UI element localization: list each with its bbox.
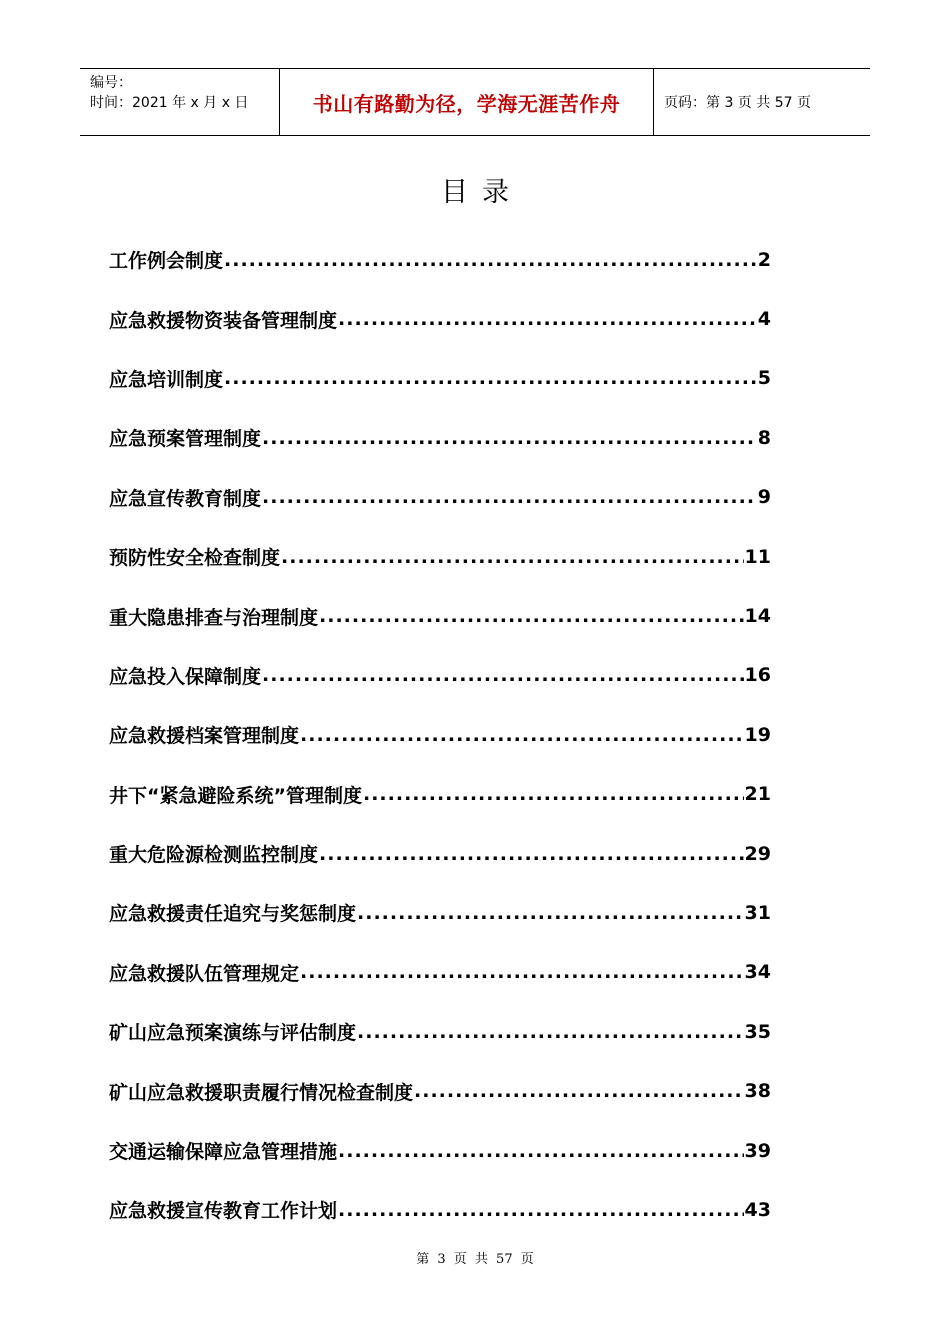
- toc-entry-label: 井下“紧急避险系统”管理制度: [109, 784, 362, 807]
- toc-leader-dots: [338, 308, 757, 330]
- doc-date-label: 时间：2021 年 x 月 x 日: [90, 95, 249, 111]
- toc-entry[interactable]: [109, 824, 771, 883]
- toc-entry-label: 重大隐患排查与治理制度: [109, 606, 319, 629]
- toc-entry[interactable]: [109, 1061, 771, 1120]
- toc-leader-dots: [224, 367, 757, 389]
- toc-entry-label: 交通运输保障应急管理措施: [109, 1141, 338, 1164]
- toc-leader-dots: [414, 1080, 744, 1102]
- toc-entry[interactable]: [109, 586, 771, 645]
- toc-entry[interactable]: [109, 408, 771, 467]
- toc-entry-page: 35: [744, 1020, 771, 1043]
- toc-leader-dots: [338, 1199, 744, 1221]
- toc-entry-label: 应急救援物资装备管理制度: [109, 309, 338, 332]
- toc-entry[interactable]: [109, 289, 771, 348]
- header-page-info: 页码：第 3 页 共 57 页: [664, 95, 811, 111]
- toc-entry[interactable]: [109, 705, 771, 764]
- toc-entry-label: 应急宣传教育制度: [109, 487, 262, 510]
- toc-entry[interactable]: [109, 1180, 771, 1239]
- toc-entry-label: 预防性安全检查制度: [109, 547, 281, 570]
- toc-entry-page: 9: [757, 486, 771, 509]
- toc-entry[interactable]: [109, 230, 771, 289]
- toc-entry-label: 应急投入保障制度: [109, 665, 262, 688]
- toc-leader-dots: [357, 902, 744, 924]
- toc-entry-label: 应急预案管理制度: [109, 428, 262, 451]
- page-footer: 第 3 页 共 57 页: [416, 1252, 534, 1267]
- toc-entry-page: 11: [744, 545, 771, 568]
- toc-leader-dots: [224, 249, 757, 271]
- toc-entry-label: 矿山应急预案演练与评估制度: [109, 1022, 357, 1045]
- toc-leader-dots: [338, 1140, 744, 1162]
- header-motto: 书山有路勤为径，学海无涯苦作舟: [280, 69, 654, 135]
- toc-entry[interactable]: [109, 349, 771, 408]
- toc-entry[interactable]: [109, 1002, 771, 1061]
- toc-entry[interactable]: [109, 765, 771, 824]
- toc-entry-page: 21: [744, 783, 771, 806]
- toc-entry-label: 工作例会制度: [109, 250, 224, 273]
- toc-entry[interactable]: [109, 943, 771, 1002]
- toc-entry-page: 4: [757, 308, 771, 331]
- toc-leader-dots: [262, 427, 757, 449]
- header-meta: [80, 69, 280, 135]
- toc-entry-page: 14: [744, 605, 771, 628]
- toc-leader-dots: [262, 486, 757, 508]
- toc-entry[interactable]: [109, 527, 771, 586]
- toc-entry-label: 应急救援宣传教育工作计划: [109, 1200, 338, 1223]
- toc-entry-page: 31: [744, 901, 771, 924]
- toc-entry-label: 应急救援责任追究与奖惩制度: [109, 903, 357, 926]
- toc-entry-label: 应急培训制度: [109, 368, 224, 391]
- toc-entry-page: 16: [744, 664, 771, 687]
- toc-entry-label: 应急救援队伍管理规定: [109, 962, 300, 985]
- toc-entry[interactable]: [109, 468, 771, 527]
- page-title: 目录: [441, 177, 523, 208]
- toc-entry[interactable]: [109, 1121, 771, 1180]
- toc-leader-dots: [357, 1021, 744, 1043]
- toc-leader-dots: [262, 664, 744, 686]
- toc-leader-dots: [319, 843, 744, 865]
- doc-number-label: 编号：: [90, 75, 132, 91]
- toc-entry-page: 34: [744, 961, 771, 984]
- toc-entry-label: 矿山应急救援职责履行情况检查制度: [109, 1081, 414, 1104]
- toc-entry-page: 29: [744, 842, 771, 865]
- toc-leader-dots: [281, 546, 744, 568]
- toc-entry-label: 重大危险源检测监控制度: [109, 844, 319, 867]
- page-header: [80, 68, 870, 136]
- toc-leader-dots: [363, 783, 744, 805]
- toc-entry-page: 43: [744, 1198, 771, 1221]
- toc-entry-page: 39: [744, 1139, 771, 1162]
- toc-leader-dots: [300, 724, 744, 746]
- toc-entry-page: 19: [744, 723, 771, 746]
- toc-entry-page: 5: [757, 367, 771, 390]
- toc-entry[interactable]: [109, 646, 771, 705]
- toc-leader-dots: [300, 961, 744, 983]
- toc-entry[interactable]: [109, 883, 771, 942]
- toc-leader-dots: [319, 605, 744, 627]
- toc-entry-page: 38: [744, 1080, 771, 1103]
- toc-entry-page: 2: [757, 248, 771, 271]
- table-of-contents: [109, 230, 771, 1240]
- toc-entry-label: 应急救援档案管理制度: [109, 725, 300, 748]
- toc-entry-page: 8: [757, 426, 771, 449]
